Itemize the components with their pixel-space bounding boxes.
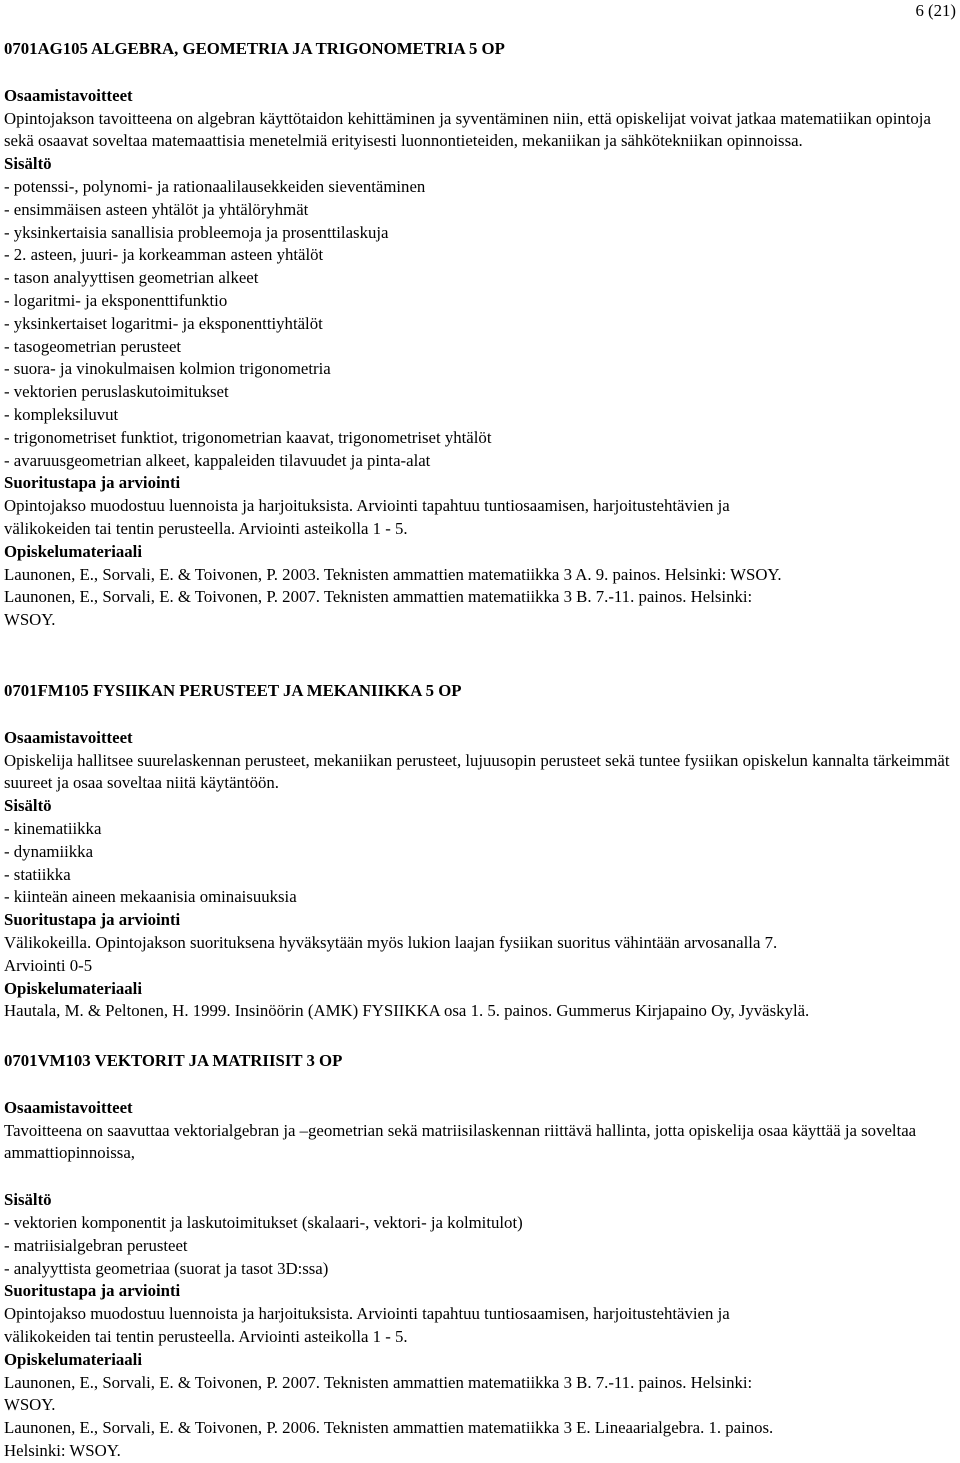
assessment-line: Opintojakso muodostuu luennoista ja harjoituksista. Arviointi tapahtuu tuntiosaamisen, harjoitustehtävien ja <box>4 496 730 516</box>
assessment-line: Välikokeilla. Opintojakson suorituksena hyväksytään myös lukion laajan fysiikan suoritus vähintään arvosanalla 7. <box>4 932 778 952</box>
material-reference: WSOY. <box>4 1395 56 1415</box>
material-reference: Launonen, E., Sorvali, E. & Toivonen, P. 2003. Teknisten ammattien matematiikka 3 A. 9. painos. Helsinki: WSOY. <box>4 564 782 584</box>
content-item: - potenssi-, polynomi- ja rationaalilausekkeiden sieventäminen <box>4 176 426 196</box>
content-item: - vektorien komponentit ja laskutoimitukset (skalaari-, vektori- ja kolmitulot) <box>4 1212 523 1232</box>
material-reference: WSOY. <box>4 610 56 630</box>
content-item: - logaritmi- ja eksponenttifunktio <box>4 290 228 310</box>
course-section-physics <box>4 680 959 1023</box>
content-item: - kompleksiluvut <box>4 404 119 424</box>
course-section-vectors <box>4 1050 959 1463</box>
course-title: 0701AG105 ALGEBRA, GEOMETRIA JA TRIGONOMETRIA 5 OP <box>4 39 505 58</box>
content-item: - ensimmäisen asteen yhtälöt ja yhtälöryhmät <box>4 199 309 219</box>
content-heading: Sisältö <box>4 154 52 174</box>
content-item: - 2. asteen, juuri- ja korkeamman asteen yhtälöt <box>4 245 324 265</box>
content-item: - kinematiikka <box>4 818 102 838</box>
content-item: - tason analyyttisen geometrian alkeet <box>4 268 259 288</box>
course-title: 0701VM103 VEKTORIT JA MATRIISIT 3 OP <box>4 1051 343 1070</box>
content-heading: Sisältö <box>4 1190 52 1210</box>
materials-heading: Opiskelumateriaali <box>4 541 142 561</box>
content-item: - tasogeometrian perusteet <box>4 336 182 356</box>
content-item: - dynamiikka <box>4 841 94 861</box>
content-item: - statiikka <box>4 864 71 884</box>
objectives-text: Opintojakson tavoitteena on algebran käyttötaidon kehittäminen ja syventäminen niin, että opiskelijat voivat jatkaa matematiikan opintoja sekä osaavat soveltaa matemaattisia menetelmiä erityisesti luonnontieteiden, mekaniikan ja sähkötekniikan opinnoissa. <box>4 108 931 151</box>
assessment-heading: Suoritustapa ja arviointi <box>4 1281 181 1301</box>
content-item: - vektorien peruslaskutoimitukset <box>4 382 229 402</box>
page-number: 6 (21) <box>915 1 956 20</box>
content-item: - matriisialgebran perusteet <box>4 1235 188 1255</box>
materials-heading: Opiskelumateriaali <box>4 978 142 998</box>
objectives-text: Opiskelija hallitsee suurelaskennan perusteet, mekaniikan perusteet, lujuusopin perusteet sekä tuntee fysiikan opiskelun kannalta tärkeimmät suureet ja osaa soveltaa niitä käytäntöön. <box>4 750 950 793</box>
objectives-heading: Osaamistavoitteet <box>4 85 133 105</box>
content-item: - yksinkertaisia sanallisia probleemoja ja prosenttilaskuja <box>4 222 389 242</box>
assessment-line: välikokeiden tai tentin perusteella. Arviointi asteikolla 1 - 5. <box>4 1326 408 1346</box>
material-reference: Helsinki: WSOY. <box>4 1440 121 1460</box>
course-section-algebra <box>4 38 959 632</box>
content-item: - kiinteän aineen mekaanisia ominaisuuksia <box>4 887 297 907</box>
content-item: - trigonometriset funktiot, trigonometrian kaavat, trigonometriset yhtälöt <box>4 427 492 447</box>
material-reference: Hautala, M. & Peltonen, H. 1999. Insinöörin (AMK) FYSIIKKA osa 1. 5. painos. Gummerus Kirjapaino Oy, Jyväskylä. <box>4 1001 810 1021</box>
content-heading: Sisältö <box>4 796 52 816</box>
material-reference: Launonen, E., Sorvali, E. & Toivonen, P. 2006. Teknisten ammattien matematiikka 3 E. Lineaarialgebra. 1. painos. <box>4 1418 774 1438</box>
objectives-heading: Osaamistavoitteet <box>4 727 133 747</box>
content-item: - suora- ja vinokulmaisen kolmion trigonometria <box>4 359 331 379</box>
assessment-line: Opintojakso muodostuu luennoista ja harjoituksista. Arviointi tapahtuu tuntiosaamisen, harjoitustehtävien ja <box>4 1304 730 1324</box>
material-reference: Launonen, E., Sorvali, E. & Toivonen, P. 2007. Teknisten ammattien matematiikka 3 B. 7.-11. painos. Helsinki: <box>4 587 753 607</box>
content-item: - avaruusgeometrian alkeet, kappaleiden tilavuudet ja pinta-alat <box>4 450 431 470</box>
content-item: - yksinkertaiset logaritmi- ja eksponenttiyhtälöt <box>4 313 323 333</box>
assessment-heading: Suoritustapa ja arviointi <box>4 473 181 493</box>
assessment-heading: Suoritustapa ja arviointi <box>4 910 181 930</box>
objectives-heading: Osaamistavoitteet <box>4 1097 133 1117</box>
materials-heading: Opiskelumateriaali <box>4 1349 142 1369</box>
material-reference: Launonen, E., Sorvali, E. & Toivonen, P. 2007. Teknisten ammattien matematiikka 3 B. 7.-11. painos. Helsinki: <box>4 1372 753 1392</box>
assessment-line: Arviointi 0-5 <box>4 955 93 975</box>
objectives-text: Tavoitteena on saavuttaa vektorialgebran ja –geometrian sekä matriisilaskennan riittävä hallinta, jotta opiskelija osaa käyttää ja soveltaa ammattiopinnoissa, <box>4 1120 917 1163</box>
content-item: - analyyttista geometriaa (suorat ja tasot 3D:ssa) <box>4 1258 329 1278</box>
course-title: 0701FM105 FYSIIKAN PERUSTEET JA MEKANIIKKA 5 OP <box>4 681 462 700</box>
assessment-line: välikokeiden tai tentin perusteella. Arviointi asteikolla 1 - 5. <box>4 518 408 538</box>
